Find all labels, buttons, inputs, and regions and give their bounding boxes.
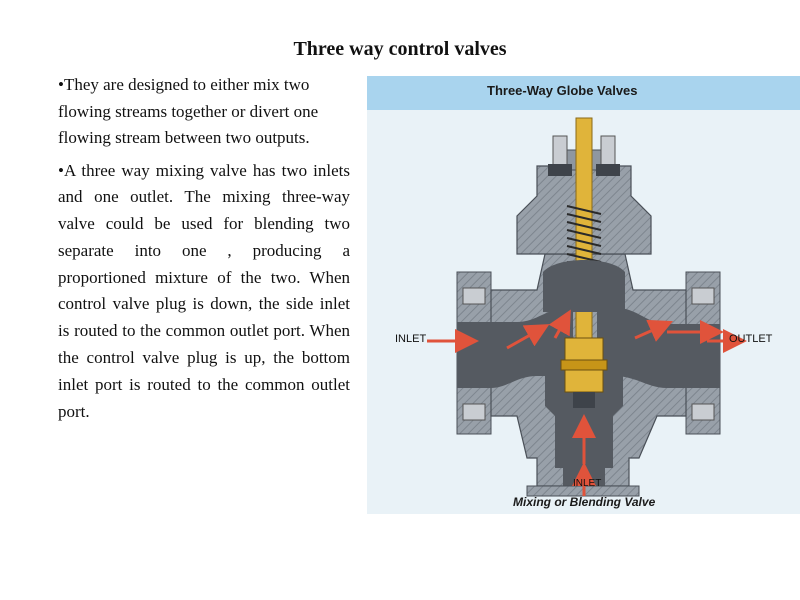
valve-diagram [367,76,800,514]
bullet-item: •They are designed to either mix two flowing streams together or divert one flowing stream between two outputs. [58,75,319,147]
bullet-item: •A three way mixing valve has two inlets and one outlet. The mixing three-way valve could be used for blending two separate into one , producing a proportioned mixture of the two. When control valve plug is down, the side inlet is routed to the common outlet port. When the control valve plug is up, the bottom inlet port is routed to the common outlet port. [58,160,350,421]
upper-chamber [543,260,625,312]
left-flange-bolt [463,288,485,304]
slide-title: Three way control valves [293,38,507,60]
valve-plug-ring [561,360,607,370]
valve-figure [367,76,800,514]
outlet-right-label: OUTLET [729,333,773,345]
bolt-nut [548,164,572,176]
right-flange-bolt [692,404,714,420]
figure-header: Three-Way Globe Valves [487,83,638,98]
figure-caption: Mixing or Blending Valve [513,495,656,509]
valve-seat [573,392,595,408]
inlet-left-label: INLET [395,333,427,345]
right-flange-bolt [692,288,714,304]
left-flange-bolt [463,404,485,420]
bullet-list [58,72,350,425]
inlet-bottom-label: INLET [573,478,602,489]
bolt-nut [596,164,620,176]
